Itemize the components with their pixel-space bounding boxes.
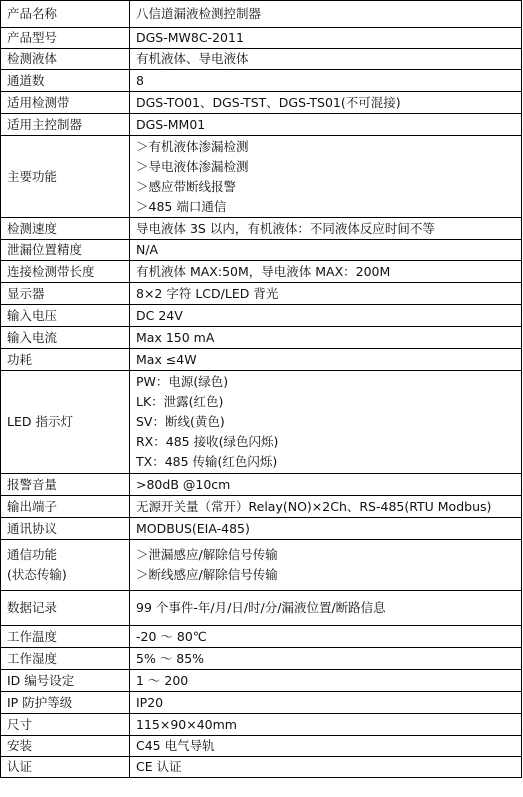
spec-value-line: 有机液体、导电液体 — [136, 51, 249, 66]
spec-value — [130, 757, 522, 778]
spec-value-line: 1 ～ 200 — [136, 672, 189, 688]
spec-row — [1, 692, 522, 714]
spec-value — [130, 626, 522, 648]
spec-value-line: -20 ～ 80℃ — [136, 628, 207, 644]
spec-value-line: C45 电气导轨 — [136, 738, 215, 753]
spec-value-line: ＞断线感应/解除信号传输 — [136, 567, 278, 582]
spec-value — [130, 28, 522, 49]
spec-row — [1, 591, 522, 626]
spec-value — [130, 648, 522, 670]
spec-value — [130, 518, 522, 540]
spec-value-line: LK：泄露(红色) — [136, 394, 224, 409]
spec-label: 适用主控制器 — [1, 114, 130, 136]
spec-label: 数据记录 — [1, 591, 130, 626]
spec-value-line: >80dB @10cm — [136, 476, 231, 492]
spec-value-line: 8×2 字符 LCD/LED 背光 — [136, 285, 279, 301]
spec-row — [1, 283, 522, 305]
spec-value-line: 99 个事件-年/月/日/时/分/漏液位置/断路信息 — [136, 600, 386, 615]
spec-value — [130, 692, 522, 714]
spec-row — [1, 305, 522, 327]
spec-value — [130, 240, 522, 261]
spec-value — [130, 371, 522, 474]
spec-row — [1, 261, 522, 283]
spec-value-line: TX：485 传输(红色闪烁) — [136, 454, 278, 469]
spec-value — [130, 136, 522, 218]
spec-row — [1, 70, 522, 92]
spec-value — [130, 736, 522, 757]
spec-label: 检测液体 — [1, 49, 130, 70]
spec-label: 主要功能 — [1, 136, 130, 218]
spec-value — [130, 92, 522, 114]
spec-value — [130, 49, 522, 70]
spec-row — [1, 136, 522, 218]
spec-row — [1, 496, 522, 518]
spec-value-line: ＞感应带断线报警 — [136, 178, 237, 194]
spec-value-line: ＞泄漏感应/解除信号传输 — [136, 547, 278, 562]
spec-row — [1, 114, 522, 136]
spec-value-line: Max 150 mA — [136, 329, 215, 345]
spec-label: 工作温度 — [1, 626, 130, 648]
spec-value — [130, 714, 522, 736]
spec-label: ID 编号设定 — [1, 670, 130, 692]
spec-value-line: ＞导电液体渗漏检测 — [136, 158, 249, 174]
spec-value-line: DGS-MW8C-2011 — [136, 30, 244, 45]
spec-value-line: ＞有机液体渗漏检测 — [136, 138, 249, 154]
spec-row — [1, 218, 522, 240]
spec-value-line: Max ≤4W — [136, 351, 197, 367]
spec-label: 泄漏位置精度 — [1, 240, 130, 261]
spec-label: 通信功能 (状态传输) — [1, 540, 130, 591]
spec-table-body — [1, 1, 522, 778]
spec-value-line: SV：断线(黄色) — [136, 414, 225, 429]
spec-row — [1, 371, 522, 474]
spec-row — [1, 49, 522, 70]
spec-row — [1, 757, 522, 778]
spec-value — [130, 261, 522, 283]
spec-row — [1, 736, 522, 757]
spec-label: 产品名称 — [1, 1, 130, 28]
spec-label: 安装 — [1, 736, 130, 757]
spec-row — [1, 92, 522, 114]
spec-label: 适用检测带 — [1, 92, 130, 114]
spec-label: 输出端子 — [1, 496, 130, 518]
spec-value — [130, 540, 522, 591]
spec-row — [1, 540, 522, 591]
spec-label: LED 指示灯 — [1, 371, 130, 474]
spec-value — [130, 305, 522, 327]
spec-value-line: 8 — [136, 72, 144, 88]
spec-row — [1, 474, 522, 496]
spec-value-line: 导电液体 3S 以内，有机液体：不同液体反应时间不等 — [136, 220, 435, 236]
spec-value-line: 有机液体 MAX:50M，导电液体 MAX：200M — [136, 263, 391, 279]
spec-value-line: 115×90×40mm — [136, 716, 237, 732]
spec-value-line: DGS-MM01 — [136, 116, 206, 132]
spec-value — [130, 70, 522, 92]
spec-value-line: 无源开关量（常开）Relay(NO)×2Ch、RS-485(RTU Modbus) — [136, 498, 492, 514]
spec-value-line: N/A — [136, 242, 159, 257]
spec-label: 连接检测带长度 — [1, 261, 130, 283]
spec-label: 通讯协议 — [1, 518, 130, 540]
spec-value-line: 5% ～ 85% — [136, 650, 205, 666]
spec-label: 报警音量 — [1, 474, 130, 496]
spec-label: IP 防护等级 — [1, 692, 130, 714]
spec-row — [1, 327, 522, 349]
spec-row — [1, 648, 522, 670]
spec-value-line: RX：485 接收(绿色闪烁) — [136, 434, 279, 449]
spec-label: 功耗 — [1, 349, 130, 371]
spec-value-line: CE 认证 — [136, 759, 182, 774]
spec-value-line: DGS-TO01、DGS-TST、DGS-TS01(不可混接) — [136, 94, 401, 110]
spec-label: 通道数 — [1, 70, 130, 92]
spec-row — [1, 670, 522, 692]
spec-label: 输入电压 — [1, 305, 130, 327]
spec-value-line: 八信道漏液检测控制器 — [136, 6, 262, 21]
spec-value — [130, 349, 522, 371]
spec-value — [130, 670, 522, 692]
spec-value — [130, 1, 522, 28]
spec-value — [130, 474, 522, 496]
spec-value-line: DC 24V — [136, 307, 183, 323]
spec-value — [130, 114, 522, 136]
spec-row — [1, 1, 522, 28]
spec-label: 显示器 — [1, 283, 130, 305]
spec-value — [130, 591, 522, 626]
spec-value-line: PW：电源(绿色) — [136, 374, 229, 389]
spec-value — [130, 283, 522, 305]
spec-label: 工作湿度 — [1, 648, 130, 670]
spec-row — [1, 349, 522, 371]
spec-value-line: IP20 — [136, 694, 164, 710]
spec-value-line: ＞485 端口通信 — [136, 198, 227, 214]
spec-label: 产品型号 — [1, 28, 130, 49]
spec-label: 检测速度 — [1, 218, 130, 240]
spec-label: 输入电流 — [1, 327, 130, 349]
spec-row — [1, 518, 522, 540]
spec-value-line: MODBUS(EIA-485) — [136, 520, 250, 536]
spec-value — [130, 327, 522, 349]
spec-row — [1, 28, 522, 49]
spec-row — [1, 240, 522, 261]
spec-label: 尺寸 — [1, 714, 130, 736]
spec-row — [1, 626, 522, 648]
spec-value — [130, 496, 522, 518]
spec-label: 认证 — [1, 757, 130, 778]
spec-row — [1, 714, 522, 736]
spec-value — [130, 218, 522, 240]
